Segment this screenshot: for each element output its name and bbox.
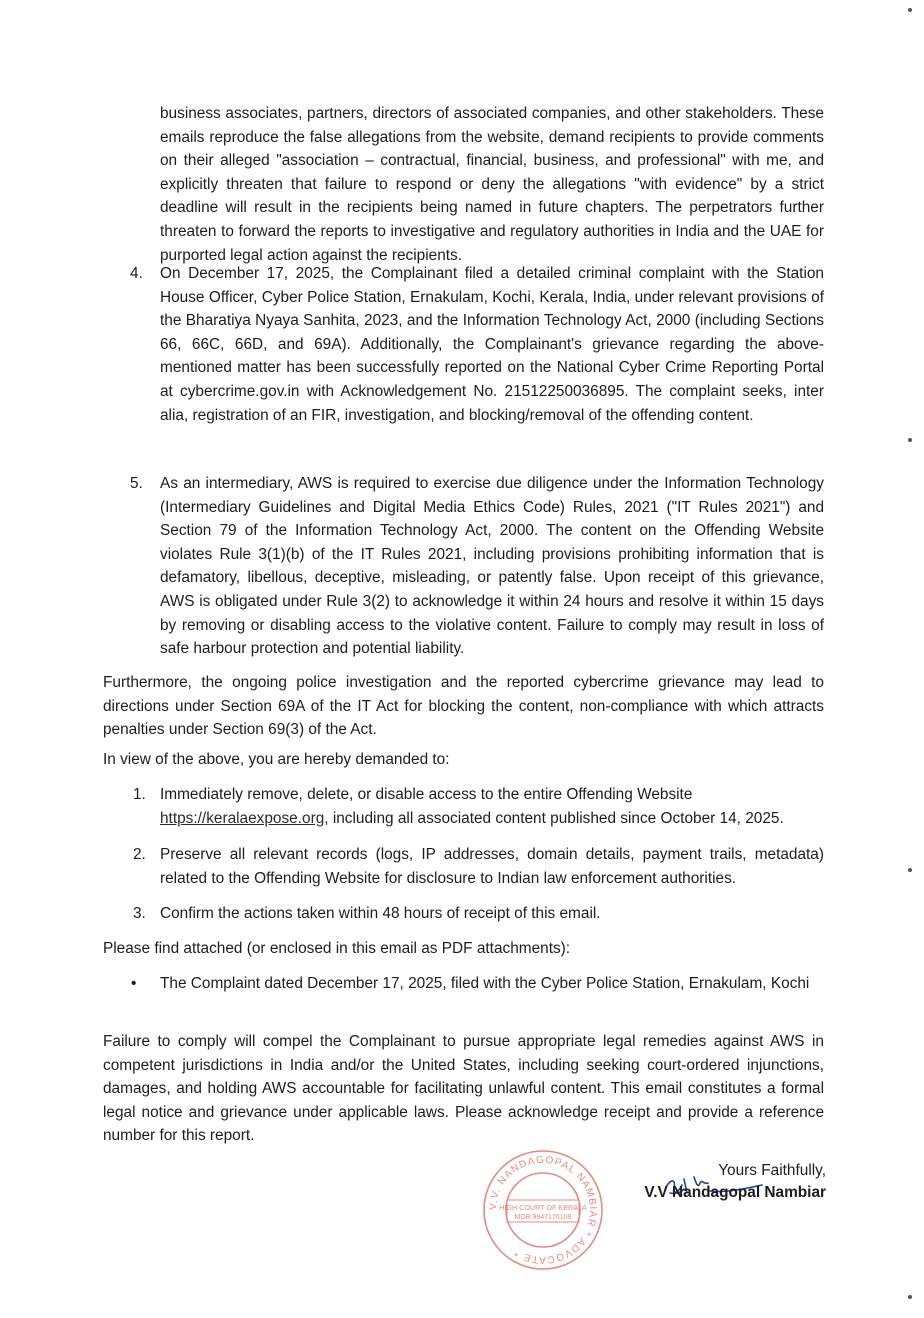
closing-text: Yours Faithfully, [718, 1162, 826, 1179]
point-4-text: On December 17, 2025, the Complainant filed a detailed criminal complaint with the Station House Officer, Cyber Police Station, Ernakulam, Kochi, Kerala, India, under relevant provisions of the Bharatiya Nyaya Sanhita, 2023, and the Information Technology Act, 2000 (including Sections 66, 66C, 66D, and 69A). Additionally, the Complainant's grievance regarding the above-mentioned matter has been successfully reported on the National Cyber Crime Reporting Portal at cybercrime.gov.in with Acknowledgement No. 21512250036895. The complaint seeks, inter alia, registration of an FIR, investigation, and blocking/removal of the offending content. [160, 265, 824, 424]
attachment-item: The Complaint dated December 17, 2025, filed with the Cyber Police Station, Ernakulam, Kochi [160, 975, 810, 992]
demand-1-text-a: Immediately remove, delete, or disable access to the entire Offending Website [160, 786, 693, 803]
demand-intro: In view of the above, you are hereby demanded to: [103, 751, 450, 768]
scan-speck [908, 868, 912, 872]
stamp-line-1: HIGH COURT OF KERALA [499, 1203, 587, 1212]
demand-1-text-b: , including all associated content published since October 14, 2025. [324, 809, 784, 827]
scan-speck [908, 438, 912, 442]
scan-speck [908, 8, 912, 12]
attachments-intro: Please find attached (or enclosed in this email as PDF attachments): [103, 940, 571, 957]
paragraph-continuation: business associates, partners, directors of associated companies, and other stakeholders. These emails reproduce the false allegations from the website, demand recipients to provide comments on their alleged "association – contractual, financial, business, and professional" with me, and explicitly threaten that failure to respond or deny the allegations "with evidence" by a strict deadline will result in the recipients being named in future chapters. The perpetrators further threaten to forward the reports to investigative and regulatory authorities in India and the UAE for purported legal action against the recipients. [160, 105, 824, 264]
demand-2-text: Preserve all relevant records (logs, IP addresses, domain details, payment trails, metadata) related to the Offending Website for disclosure to Indian law enforcement authorities. [160, 846, 824, 887]
demand-1-number: 1. [133, 786, 146, 803]
offending-website-link[interactable]: https://keralaexpose.org [160, 809, 325, 827]
demand-1-text [160, 783, 824, 830]
demand-2-number: 2. [133, 846, 146, 863]
paragraph-failure: Failure to comply will compel the Complainant to pursue appropriate legal remedies against AWS in competent jurisdictions in India and/or the United States, including seeking court-ordered injunctions, damages, and holding AWS accountable for facilitating unlawful content. This email constitutes a formal legal notice and grievance under applicable laws. Please acknowledge receipt and provide a reference number for this report. [103, 1033, 824, 1145]
signer-name: V.V Nandagopal Nambiar [644, 1184, 826, 1201]
point-5-text: As an intermediary, AWS is required to exercise due diligence under the Information Technology (Intermediary Guidelines and Digital Media Ethics Code) Rules, 2021 ("IT Rules 2021") and Section 79 of the Information Technology Act, 2000. The content on the Offending Website violates Rule 3(1)(b) of the IT Rules 2021, including provisions prohibiting information that is defamatory, libellous, deceptive, misleading, or patently false. Upon receipt of this grievance, AWS is obligated under Rule 3(2) to acknowledge it within 24 hours and resolve it within 15 days by removing or disabling access to the violative content. Failure to comply may result in loss of safe harbour protection and potential liability. [160, 475, 824, 658]
demand-3-text: Confirm the actions taken within 48 hours of receipt of this email. [160, 905, 601, 922]
scan-speck [908, 1295, 912, 1299]
bullet-mark: • [131, 975, 137, 992]
stamp-line-2: MOB.9847176108 [514, 1214, 572, 1221]
stamp-ring-text: V.V. NANDAGOPAL NAMBIAR * ADVOCATE * [487, 1154, 599, 1266]
advocate-stamp [481, 1148, 605, 1272]
point-5-number: 5. [130, 475, 143, 492]
point-4-number: 4. [130, 265, 143, 282]
paragraph-furthermore: Furthermore, the ongoing police investigation and the reported cybercrime grievance may lead to directions under Section 69A of the IT Act for blocking the content, non-compliance with which attracts penalties under Section 69(3) of the Act. [103, 674, 824, 739]
demand-3-number: 3. [133, 905, 146, 922]
signature-block [644, 1160, 826, 1204]
